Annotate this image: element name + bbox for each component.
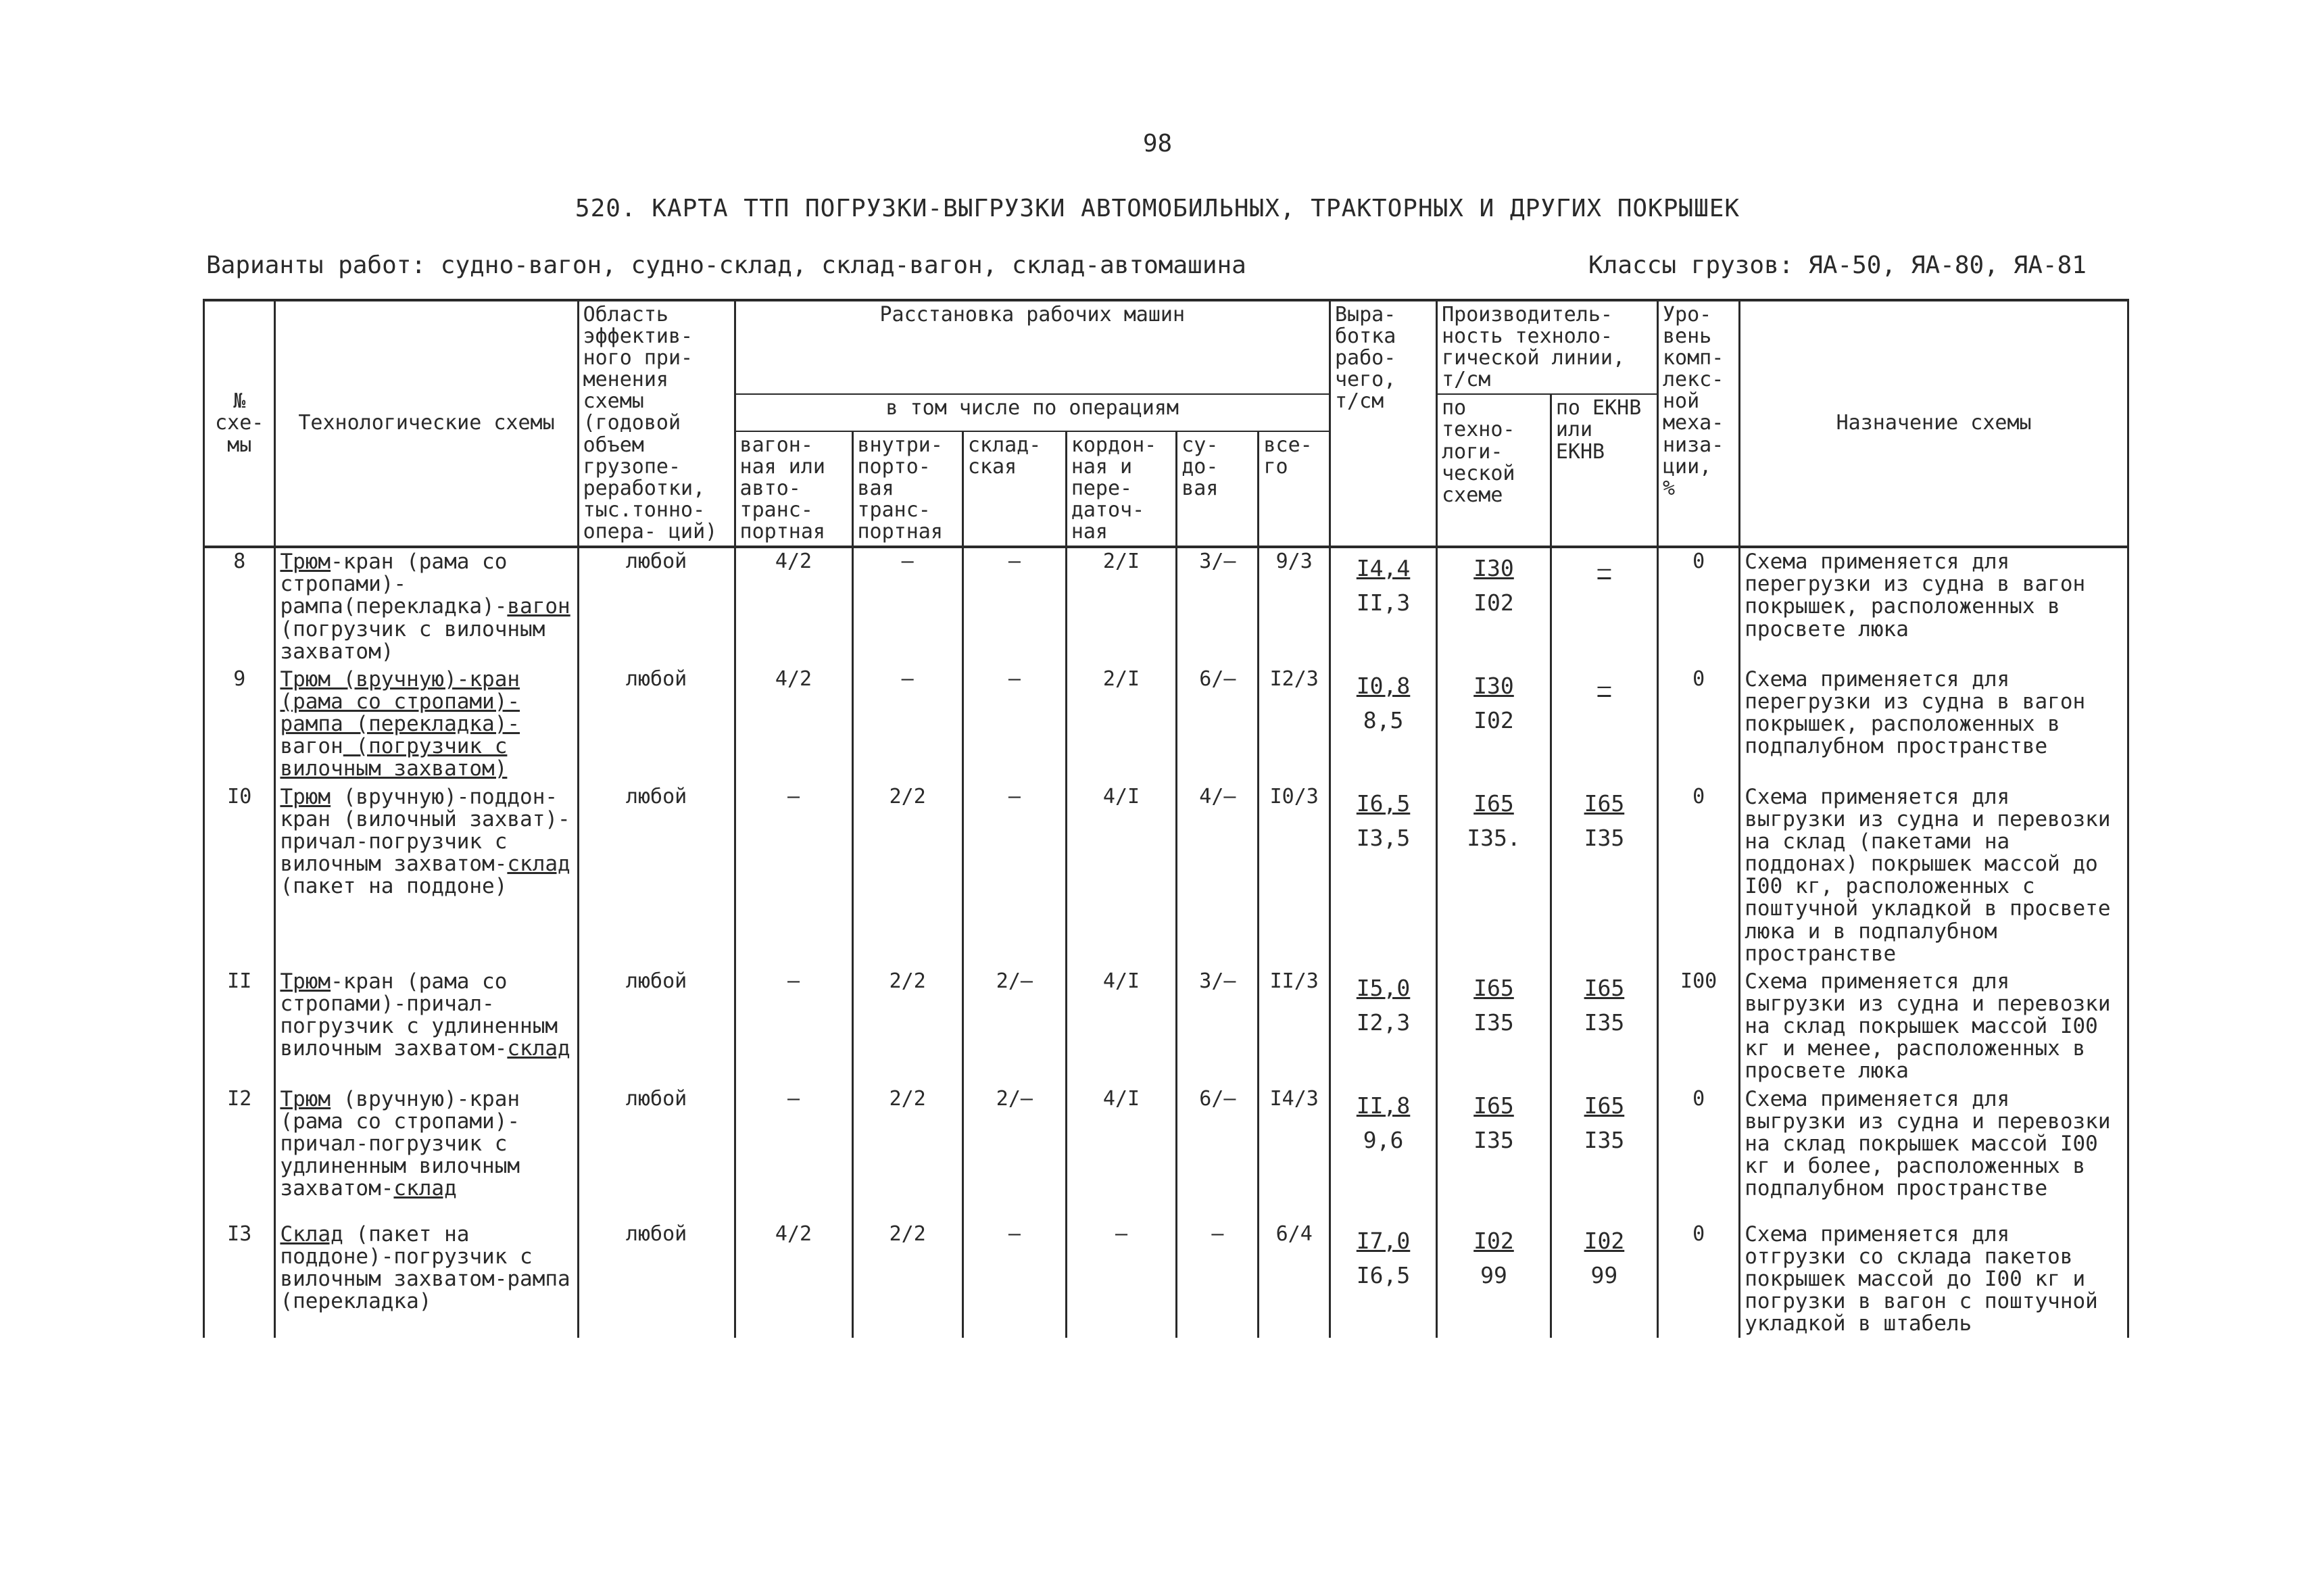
scheme-purpose: Схема применяется для выгрузки из судна и перевозки на склад покрышек массой I00 кг и более, расположенных в подпалубном пространстве — [1740, 1086, 2128, 1221]
header-mechanization-level: Уро- вень комп- лекс- ной меха- низа- ции, % — [1658, 300, 1740, 547]
worker-output — [1330, 783, 1436, 968]
warehouse-machines: – — [962, 547, 1066, 666]
scheme-purpose: Схема применяется для выгрузки из судна и перевозки на склад (пакетами на поддонах) покрышек массой до I00 кг, расположенных с поштучной укладкой в просвете люка и в подпалубном пространстве — [1740, 783, 2128, 968]
scheme-number: I2 — [204, 1086, 275, 1221]
eknv-top: I65 — [1584, 1092, 1625, 1119]
prod-top: I65 — [1473, 790, 1514, 817]
table-row — [204, 783, 2128, 968]
scheme-part-tail: (пакет на поддоне) — [280, 874, 508, 899]
header-scheme: Технологические схемы — [275, 300, 578, 547]
productivity-by-eknv — [1551, 547, 1657, 666]
eknv-bottom: I35 — [1584, 1009, 1625, 1036]
scheme-part: -кран (рама со стропами)-рампа(перекладка)- — [280, 550, 508, 619]
scheme-part-end: склад — [507, 852, 570, 877]
scheme-part-start: Склад — [280, 1222, 343, 1247]
warehouse-machines: 2/– — [962, 1086, 1066, 1221]
wagon-machines: 4/2 — [735, 547, 852, 666]
prod-top: I30 — [1473, 555, 1514, 582]
warehouse-machines: – — [962, 666, 1066, 783]
wagon-machines: – — [735, 1086, 852, 1221]
total-machines: 6/4 — [1259, 1221, 1330, 1338]
ship-machines: 3/– — [1177, 968, 1259, 1086]
tech-card-table — [203, 299, 2129, 1338]
output-bottom: 8,5 — [1363, 706, 1404, 733]
prod-top: I02 — [1473, 1227, 1514, 1254]
scheme-part-start: Трюм — [280, 550, 331, 575]
scheme-description — [275, 547, 578, 666]
scheme-part-start: Трюм — [280, 969, 331, 994]
cordon-machines: 4/I — [1066, 783, 1176, 968]
output-top: II,8 — [1356, 1092, 1411, 1119]
application-area: любой — [578, 783, 735, 968]
productivity-by-scheme — [1437, 783, 1551, 968]
output-top: I0,8 — [1356, 672, 1411, 699]
worker-output — [1330, 547, 1436, 666]
header-total: все- го — [1259, 431, 1330, 547]
cargo-classes: Классы грузов: ЯА-50, ЯА-80, ЯА-81 — [1588, 251, 2087, 279]
wagon-machines: 4/2 — [735, 1221, 852, 1338]
internal-transport-machines: – — [852, 666, 962, 783]
worker-output — [1330, 1221, 1436, 1338]
prod-bottom: 99 — [1480, 1261, 1507, 1288]
scheme-number: 9 — [204, 666, 275, 783]
header-internal: внутри- порто- вая транс- портная — [852, 431, 962, 547]
work-variants: Варианты работ: судно-вагон, судно-склад, склад-вагон, склад-автомашина — [206, 251, 1246, 279]
eknv-top: I65 — [1584, 974, 1625, 1001]
table-row — [204, 547, 2128, 666]
table-body — [204, 547, 2128, 1338]
prod-bottom: I35. — [1467, 824, 1521, 851]
table-row — [204, 1086, 2128, 1221]
scheme-number: II — [204, 968, 275, 1086]
output-top: I7,0 — [1356, 1227, 1411, 1254]
productivity-by-scheme — [1437, 1086, 1551, 1221]
worker-output — [1330, 968, 1436, 1086]
cordon-machines: 2/I — [1066, 547, 1176, 666]
ship-machines: 3/– — [1177, 547, 1259, 666]
cordon-machines: 4/I — [1066, 1086, 1176, 1221]
mechanization-level: 0 — [1658, 783, 1740, 968]
wagon-machines: 4/2 — [735, 666, 852, 783]
prod-bottom: I02 — [1473, 706, 1514, 733]
eknv-top: – — [1597, 555, 1611, 582]
table-row — [204, 1221, 2128, 1338]
scheme-part-start: Трюм — [280, 784, 331, 809]
eknv-bottom: I35 — [1584, 824, 1625, 851]
internal-transport-machines: 2/2 — [852, 1086, 962, 1221]
productivity-by-eknv — [1551, 666, 1657, 783]
header-placement: Расстановка рабочих машин — [735, 300, 1330, 394]
internal-transport-machines: – — [852, 547, 962, 666]
eknv-top: I02 — [1584, 1227, 1625, 1254]
scheme-number: I0 — [204, 783, 275, 968]
total-machines: I0/3 — [1259, 783, 1330, 968]
header-by-scheme: по техно- логи- ческой схеме — [1437, 394, 1551, 547]
prod-bottom: I35 — [1473, 1126, 1514, 1153]
document-title: 520. КАРТА ТТП ПОГРУЗКИ-ВЫГРУЗКИ АВТОМОБИЛЬНЫХ, ТРАКТОРНЫХ И ДРУГИХ ПОКРЫШЕК — [575, 195, 1740, 222]
wagon-machines: – — [735, 783, 852, 968]
scheme-part-start: Трюм — [280, 1086, 331, 1111]
total-machines: 9/3 — [1259, 547, 1330, 666]
scheme-part: (вручную)-поддон-кран (вилочный захват)-причал-погрузчик с вилочным захватом- — [280, 784, 570, 877]
scheme-description — [275, 1086, 578, 1221]
scheme-part: (пакет на поддоне)-погрузчик с вилочным захватом-рампа (перекладка) — [280, 1222, 570, 1314]
productivity-by-scheme — [1437, 968, 1551, 1086]
scheme-purpose: Схема применяется для перегрузки из судна в вагон покрышек, расположенных в подпалубном пространстве — [1740, 666, 2128, 783]
output-bottom: I6,5 — [1356, 1261, 1411, 1288]
scheme-purpose: Схема применяется для перегрузки из судна в вагон покрышек, расположенных в просвете люка — [1740, 547, 2128, 666]
scheme-description — [275, 1221, 578, 1338]
scheme-description — [275, 968, 578, 1086]
cordon-machines: 4/I — [1066, 968, 1176, 1086]
eknv-top: I65 — [1584, 790, 1625, 817]
cordon-machines: 2/I — [1066, 666, 1176, 783]
page-number: 98 — [1142, 130, 1173, 158]
ship-machines: – — [1177, 1221, 1259, 1338]
scheme-part: -кран (рама со стропами)-причал-погрузчик с удлиненным вилочным захватом- — [280, 969, 558, 1061]
output-bottom: I2,3 — [1356, 1009, 1411, 1036]
eknv-top: – — [1597, 672, 1611, 699]
output-bottom: I3,5 — [1356, 824, 1411, 851]
productivity-by-eknv — [1551, 968, 1657, 1086]
scheme-number: I3 — [204, 1221, 275, 1338]
scheme-part: вагон — [280, 734, 343, 759]
output-top: I5,0 — [1356, 974, 1411, 1001]
warehouse-machines: – — [962, 1221, 1066, 1338]
scheme-part-tail: (погрузчик с вилочным захватом) — [280, 616, 545, 664]
scheme-purpose: Схема применяется для отгрузки со склада пакетов покрышек массой до I00 кг и погрузки в вагон с поштучной укладкой в штабель — [1740, 1221, 2128, 1338]
application-area: любой — [578, 547, 735, 666]
header-cordon: кордон- ная и пере- даточ- ная — [1066, 431, 1176, 547]
mechanization-level: 0 — [1658, 547, 1740, 666]
header-including: в том числе по операциям — [735, 394, 1330, 431]
scheme-number: 8 — [204, 547, 275, 666]
scheme-part-end: (погрузчик с вилочным захватом) — [280, 734, 508, 781]
total-machines: I4/3 — [1259, 1086, 1330, 1221]
scheme-part: (вручную)-кран (рама со стропами)-причал-погрузчик с удлиненным вилочным захватом- — [280, 1086, 520, 1201]
eknv-bottom: I35 — [1584, 1126, 1625, 1153]
output-top: I6,5 — [1356, 790, 1411, 817]
warehouse-machines: – — [962, 783, 1066, 968]
application-area: любой — [578, 968, 735, 1086]
header-num: № схе- мы — [204, 300, 275, 547]
worker-output — [1330, 666, 1436, 783]
header-productivity: Производитель- ность техноло- гической линии, т/см — [1437, 300, 1658, 394]
header-by-eknv: по ЕКНВ или ЕКНВ — [1551, 394, 1657, 547]
mechanization-level: 0 — [1658, 1086, 1740, 1221]
scheme-part-start: Трюм (вручную)-кран (рама со стропами)-рампа (перекладка)- — [280, 667, 520, 737]
prod-top: I65 — [1473, 974, 1514, 1001]
header-wagon: вагон- ная или авто- транс- портная — [735, 431, 852, 547]
prod-bottom: I35 — [1473, 1009, 1514, 1036]
eknv-bottom: 99 — [1590, 1261, 1618, 1288]
productivity-by-scheme — [1437, 666, 1551, 783]
table-row — [204, 968, 2128, 1086]
worker-output — [1330, 1086, 1436, 1221]
wagon-machines: – — [735, 968, 852, 1086]
application-area: любой — [578, 1221, 735, 1338]
prod-bottom: I02 — [1473, 589, 1514, 616]
total-machines: I2/3 — [1259, 666, 1330, 783]
productivity-by-eknv — [1551, 1086, 1657, 1221]
header-warehouse: склад- ская — [962, 431, 1066, 547]
prod-top: I65 — [1473, 1092, 1514, 1119]
header-output: Выра- ботка рабо- чего, т/см — [1330, 300, 1436, 547]
header-ship: су- до- вая — [1177, 431, 1259, 547]
ship-machines: 6/– — [1177, 1086, 1259, 1221]
productivity-by-scheme — [1437, 1221, 1551, 1338]
application-area: любой — [578, 1086, 735, 1221]
internal-transport-machines: 2/2 — [852, 968, 962, 1086]
scheme-description — [275, 666, 578, 783]
cordon-machines: – — [1066, 1221, 1176, 1338]
productivity-by-eknv — [1551, 783, 1657, 968]
internal-transport-machines: 2/2 — [852, 1221, 962, 1338]
ship-machines: 6/– — [1177, 666, 1259, 783]
total-machines: II/3 — [1259, 968, 1330, 1086]
output-bottom: 9,6 — [1363, 1126, 1404, 1153]
scheme-purpose: Схема применяется для выгрузки из судна и перевозки на склад покрышек массой I00 кг и менее, расположенных в просвете люка — [1740, 968, 2128, 1086]
prod-top: I30 — [1473, 672, 1514, 699]
mechanization-level: 0 — [1658, 666, 1740, 783]
warehouse-machines: 2/– — [962, 968, 1066, 1086]
header-area: Область эффектив- ного при- менения схемы (годовой объем грузопе- реработки, тыс.тонно-опера- ций) — [578, 300, 735, 547]
internal-transport-machines: 2/2 — [852, 783, 962, 968]
scheme-part-end: вагон — [507, 594, 570, 619]
scheme-description — [275, 783, 578, 968]
productivity-by-scheme — [1437, 547, 1551, 666]
header-purpose: Назначение схемы — [1740, 300, 2128, 547]
mechanization-level: I00 — [1658, 968, 1740, 1086]
ship-machines: 4/– — [1177, 783, 1259, 968]
output-bottom: II,3 — [1356, 589, 1411, 616]
mechanization-level: 0 — [1658, 1221, 1740, 1338]
table-row — [204, 666, 2128, 783]
productivity-by-eknv — [1551, 1221, 1657, 1338]
scheme-part-end: склад — [393, 1176, 457, 1201]
application-area: любой — [578, 666, 735, 783]
scheme-part-end: склад — [507, 1036, 570, 1061]
output-top: I4,4 — [1356, 555, 1411, 582]
